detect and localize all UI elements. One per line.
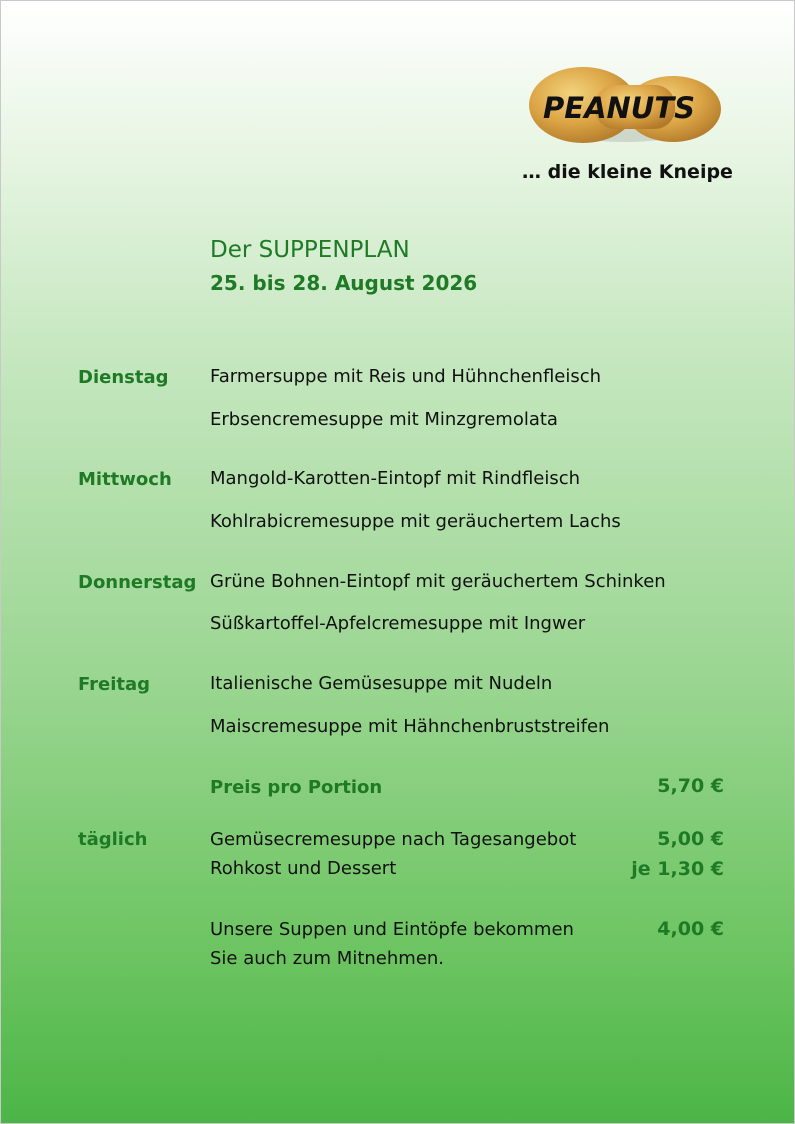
takeaway-line: Unsere Suppen und Eintöpfe bekommen [210, 919, 574, 940]
takeaway-line: Sie auch zum Mitnehmen. [210, 948, 445, 969]
soup-item: Erbsencremesuppe mit Minzgremolata [210, 409, 558, 430]
day-label: Donnerstag [78, 572, 197, 593]
plan-title: Der SUPPENPLAN [210, 237, 410, 263]
soup-item: Italienische Gemüsesuppe mit Nudeln [210, 673, 553, 694]
portion-price: 5,70 € [657, 775, 724, 797]
logo-text: PEANUTS [543, 91, 695, 125]
day-label: Freitag [78, 674, 151, 695]
portion-label: Preis pro Portion [210, 777, 383, 798]
soup-item: Mangold-Karotten-Eintopf mit Rindfleisch [210, 468, 581, 489]
plan-dates: 25. bis 28. August 2026 [210, 271, 478, 295]
day-label-daily: täglich [78, 829, 148, 850]
daily-item: Rohkost und Dessert [210, 858, 397, 879]
day-label: Dienstag [78, 367, 169, 388]
daily-item-price: 5,00 € [657, 828, 724, 850]
soup-item: Kohlrabicremesuppe mit geräuchertem Lachs [210, 511, 621, 532]
daily-item: Gemüsecremesuppe nach Tagesangebot [210, 829, 577, 850]
takeaway-price: 4,00 € [657, 918, 724, 940]
tagline: … die kleine Kneipe [522, 161, 733, 183]
soup-item: Süßkartoffel-Apfelcremesuppe mit Ingwer [210, 613, 586, 634]
soup-item: Farmersuppe mit Reis und Hühnchenfleisch [210, 366, 602, 387]
peanuts-logo [525, 63, 725, 153]
soup-item: Maiscremesuppe mit Hähnchenbruststreifen [210, 716, 610, 737]
daily-item-price: je 1,30 € [631, 858, 724, 880]
soup-item: Grüne Bohnen-Eintopf mit geräuchertem Schinken [210, 571, 666, 592]
day-label: Mittwoch [78, 469, 172, 490]
